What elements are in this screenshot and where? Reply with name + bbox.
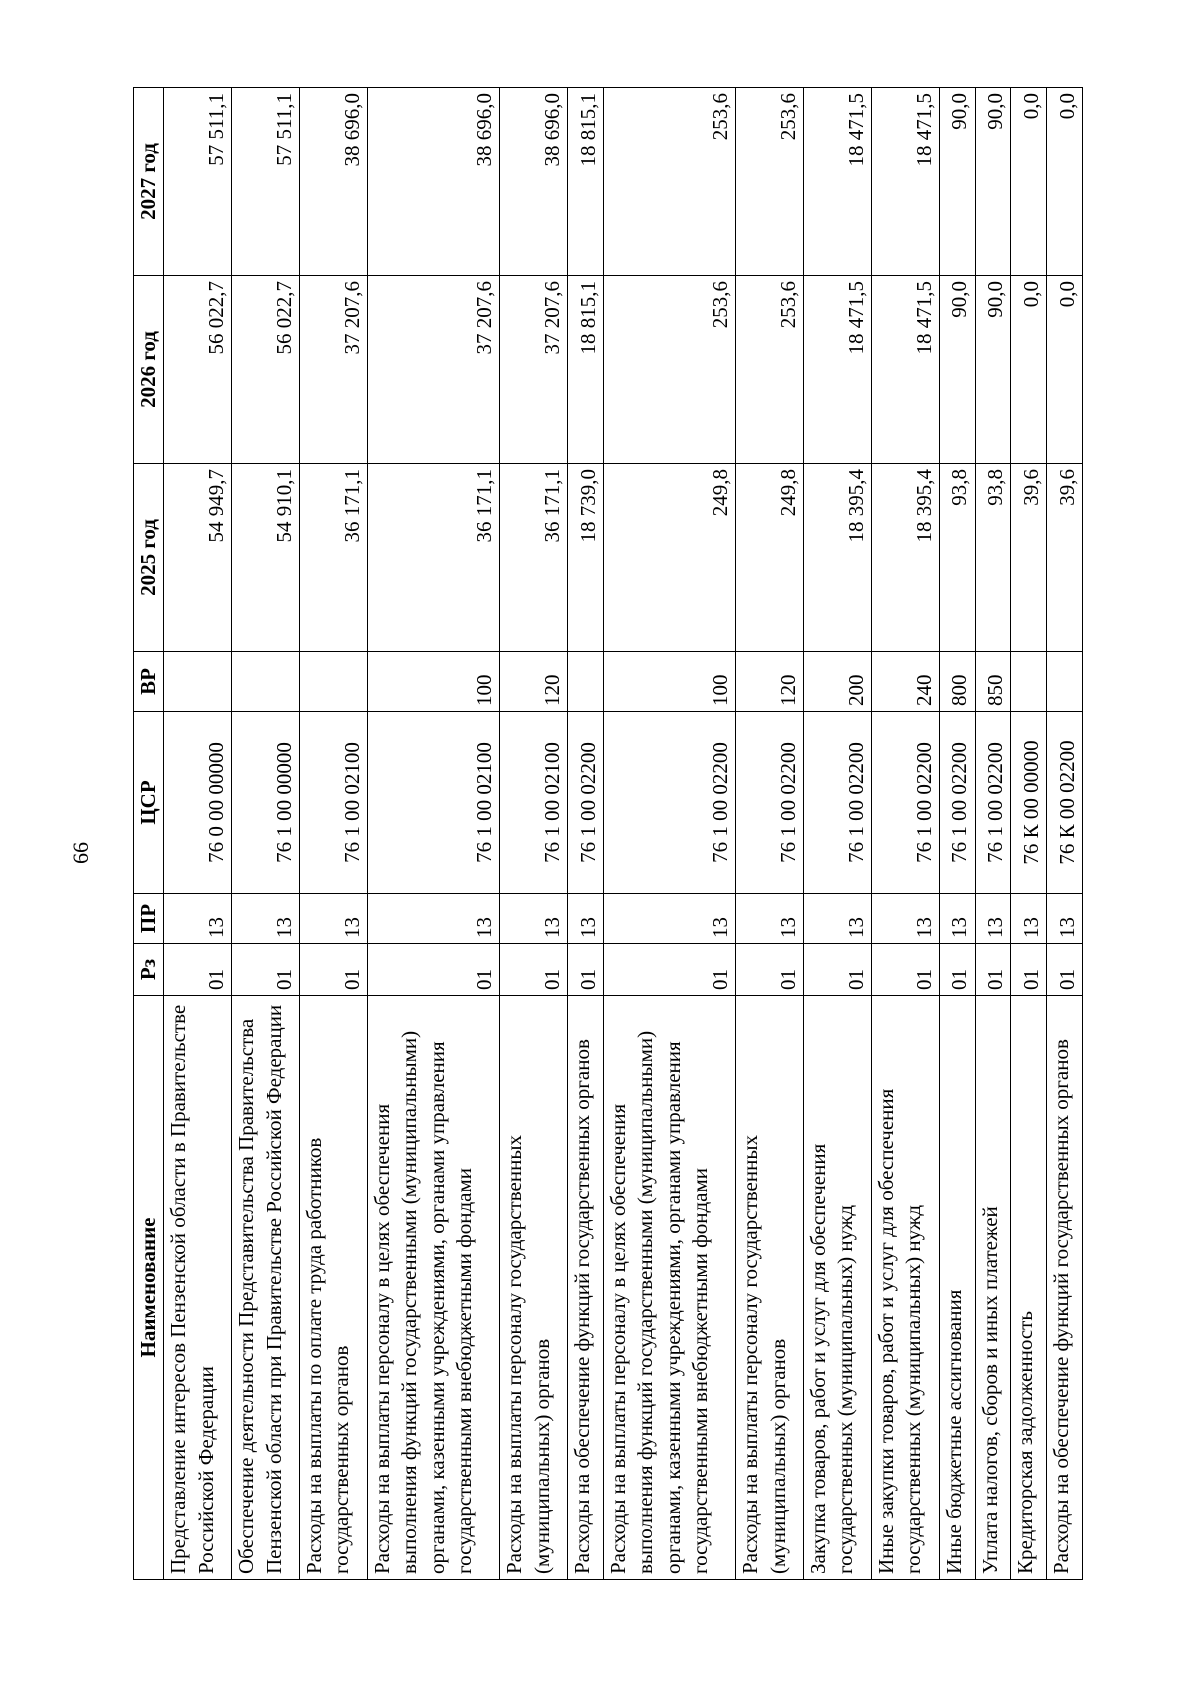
table-row	[975, 88, 1011, 1580]
cell-2025: 249,8	[603, 464, 735, 652]
cell-csr: 76 К 00 00000	[1011, 712, 1047, 894]
cell-name: Расходы на выплаты персоналу государственных (муниципальных) органов	[500, 996, 568, 1580]
cell-vr	[300, 652, 368, 712]
cell-vr: 800	[939, 652, 975, 712]
cell-rz: 01	[164, 944, 232, 996]
cell-2027: 90,0	[975, 88, 1011, 276]
cell-vr: 100	[603, 652, 735, 712]
cell-name: Расходы на выплаты персоналу в целях обеспечения выполнения функций государственными (муниципальными) органами, казенными учреждениями, органами управления государственными внебюджетными фондами	[603, 996, 735, 1580]
table-row	[1047, 88, 1083, 1580]
cell-2025: 93,8	[975, 464, 1011, 652]
cell-pr: 13	[736, 894, 804, 944]
table-row	[300, 88, 368, 1580]
cell-2027: 0,0	[1047, 88, 1083, 276]
cell-vr: 100	[368, 652, 500, 712]
header-2027: 2027 год	[134, 88, 164, 276]
cell-vr	[164, 652, 232, 712]
cell-rz: 01	[500, 944, 568, 996]
cell-vr: 240	[872, 652, 940, 712]
header-pr: ПР	[134, 894, 164, 944]
cell-rz: 01	[232, 944, 300, 996]
cell-2026: 56 022,7	[232, 276, 300, 464]
cell-2027: 38 696,0	[368, 88, 500, 276]
cell-csr: 76 1 00 02100	[368, 712, 500, 894]
cell-2026: 18 815,1	[568, 276, 604, 464]
cell-pr: 13	[568, 894, 604, 944]
table-row	[736, 88, 804, 1580]
cell-name: Закупка товаров, работ и услуг для обеспечения государственных (муниципальных) нужд	[804, 996, 872, 1580]
cell-name: Расходы на обеспечение функций государственных органов	[1047, 996, 1083, 1580]
cell-vr	[1011, 652, 1047, 712]
cell-vr	[1047, 652, 1083, 712]
cell-csr: 76 1 00 02200	[568, 712, 604, 894]
header-name: Наименование	[134, 996, 164, 1580]
cell-csr: 76 1 00 02200	[872, 712, 940, 894]
cell-name: Расходы на выплаты персоналу в целях обеспечения выполнения функций государственными (муниципальными) органами, казенными учреждениями, органами управления государственными внебюджетными фондами	[368, 996, 500, 1580]
rotated-table-container	[133, 88, 1083, 1580]
cell-2025: 249,8	[736, 464, 804, 652]
cell-rz: 01	[603, 944, 735, 996]
page-number: 66	[68, 842, 93, 864]
cell-2025: 36 171,1	[300, 464, 368, 652]
cell-vr: 200	[804, 652, 872, 712]
cell-pr: 13	[804, 894, 872, 944]
cell-csr: 76 1 00 02100	[300, 712, 368, 894]
cell-name: Расходы на обеспечение функций государственных органов	[568, 996, 604, 1580]
cell-name: Представление интересов Пензенской области в Правительстве Российской Федерации	[164, 996, 232, 1580]
cell-2025: 18 395,4	[804, 464, 872, 652]
cell-name: Иные бюджетные ассигнования	[939, 996, 975, 1580]
cell-2027: 90,0	[939, 88, 975, 276]
cell-2025: 18 395,4	[872, 464, 940, 652]
table-row	[232, 88, 300, 1580]
cell-2027: 0,0	[1011, 88, 1047, 276]
budget-table	[133, 87, 1083, 1580]
cell-name: Обеспечение деятельности Представительства Правительства Пензенской области при Правительстве Российской Федерации	[232, 996, 300, 1580]
cell-rz: 01	[872, 944, 940, 996]
table-row	[164, 88, 232, 1580]
cell-name: Уплата налогов, сборов и иных платежей	[975, 996, 1011, 1580]
cell-2026: 56 022,7	[164, 276, 232, 464]
cell-2026: 90,0	[975, 276, 1011, 464]
cell-rz: 01	[939, 944, 975, 996]
cell-csr: 76 1 00 02200	[736, 712, 804, 894]
cell-2027: 18 471,5	[872, 88, 940, 276]
cell-2025: 93,8	[939, 464, 975, 652]
cell-2027: 57 511,1	[232, 88, 300, 276]
header-csr: ЦСР	[134, 712, 164, 894]
cell-csr: 76 1 00 02100	[500, 712, 568, 894]
cell-2025: 54 949,7	[164, 464, 232, 652]
cell-pr: 13	[300, 894, 368, 944]
cell-csr: 76 1 00 02200	[804, 712, 872, 894]
cell-rz: 01	[568, 944, 604, 996]
cell-csr: 76 1 00 00000	[232, 712, 300, 894]
cell-2027: 57 511,1	[164, 88, 232, 276]
cell-name: Расходы на выплаты персоналу государственных (муниципальных) органов	[736, 996, 804, 1580]
cell-2025: 36 171,1	[500, 464, 568, 652]
cell-2025: 54 910,1	[232, 464, 300, 652]
cell-2027: 18 815,1	[568, 88, 604, 276]
cell-2026: 37 207,6	[300, 276, 368, 464]
cell-2026: 90,0	[939, 276, 975, 464]
cell-2027: 253,6	[736, 88, 804, 276]
cell-2026: 0,0	[1047, 276, 1083, 464]
cell-rz: 01	[1011, 944, 1047, 996]
header-rz: Рз	[134, 944, 164, 996]
cell-csr: 76 К 00 02200	[1047, 712, 1083, 894]
cell-2027: 38 696,0	[500, 88, 568, 276]
cell-pr: 13	[164, 894, 232, 944]
cell-rz: 01	[368, 944, 500, 996]
cell-2026: 253,6	[736, 276, 804, 464]
header-vr: ВР	[134, 652, 164, 712]
cell-2027: 18 471,5	[804, 88, 872, 276]
cell-2026: 37 207,6	[500, 276, 568, 464]
cell-rz: 01	[736, 944, 804, 996]
cell-pr: 13	[603, 894, 735, 944]
cell-rz: 01	[804, 944, 872, 996]
table-row	[603, 88, 735, 1580]
cell-rz: 01	[1047, 944, 1083, 996]
cell-rz: 01	[975, 944, 1011, 996]
cell-name: Кредиторская задолженность	[1011, 996, 1047, 1580]
cell-2026: 253,6	[603, 276, 735, 464]
cell-2026: 18 471,5	[804, 276, 872, 464]
cell-pr: 13	[1047, 894, 1083, 944]
cell-2027: 253,6	[603, 88, 735, 276]
table-row	[500, 88, 568, 1580]
cell-2025: 36 171,1	[368, 464, 500, 652]
cell-vr: 850	[975, 652, 1011, 712]
cell-pr: 13	[975, 894, 1011, 944]
cell-2025: 39,6	[1011, 464, 1047, 652]
cell-name: Расходы на выплаты по оплате труда работников государственных органов	[300, 996, 368, 1580]
cell-pr: 13	[500, 894, 568, 944]
table-row	[1011, 88, 1047, 1580]
cell-vr: 120	[500, 652, 568, 712]
table-header-row	[134, 88, 164, 1580]
cell-2026: 18 471,5	[872, 276, 940, 464]
cell-name: Иные закупки товаров, работ и услуг для обеспечения государственных (муниципальных) нужд	[872, 996, 940, 1580]
cell-2027: 38 696,0	[300, 88, 368, 276]
table-row	[368, 88, 500, 1580]
cell-vr: 120	[736, 652, 804, 712]
cell-vr	[568, 652, 604, 712]
cell-2025: 39,6	[1047, 464, 1083, 652]
cell-rz: 01	[300, 944, 368, 996]
header-2025: 2025 год	[134, 464, 164, 652]
cell-csr: 76 1 00 02200	[975, 712, 1011, 894]
table-row	[804, 88, 872, 1580]
cell-pr: 13	[368, 894, 500, 944]
cell-csr: 76 1 00 02200	[603, 712, 735, 894]
cell-pr: 13	[939, 894, 975, 944]
cell-2026: 37 207,6	[368, 276, 500, 464]
cell-2025: 18 739,0	[568, 464, 604, 652]
table-row	[939, 88, 975, 1580]
cell-pr: 13	[1011, 894, 1047, 944]
cell-pr: 13	[872, 894, 940, 944]
cell-pr: 13	[232, 894, 300, 944]
cell-csr: 76 0 00 00000	[164, 712, 232, 894]
cell-vr	[232, 652, 300, 712]
cell-csr: 76 1 00 02200	[939, 712, 975, 894]
table-row	[872, 88, 940, 1580]
header-2026: 2026 год	[134, 276, 164, 464]
cell-2026: 0,0	[1011, 276, 1047, 464]
table-row	[568, 88, 604, 1580]
